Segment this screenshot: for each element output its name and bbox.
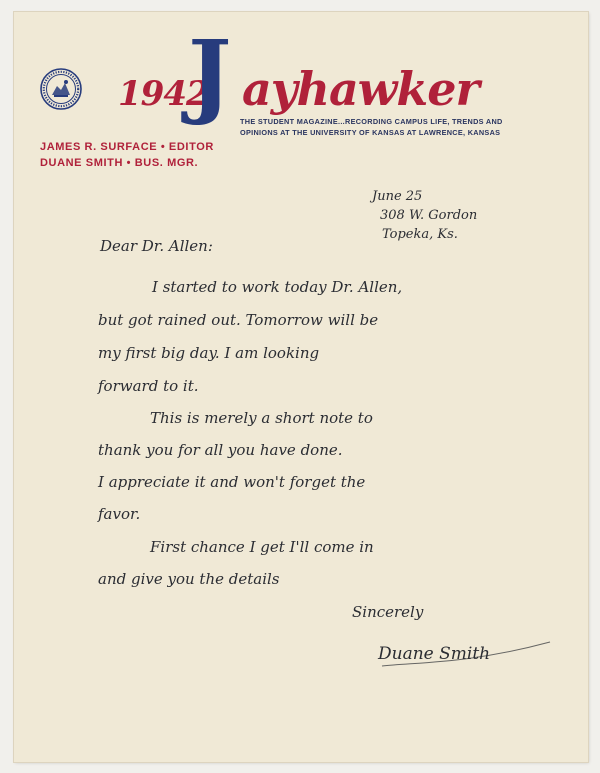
tagline xyxy=(240,116,570,138)
address-line: 308 W. Gordon xyxy=(380,208,478,223)
tagline-line: THE STUDENT MAGAZINE...RECORDING CAMPUS LIFE, TRENDS AND xyxy=(240,117,503,126)
tagline-line: OPINIONS AT THE UNIVERSITY OF KANSAS AT LAWRENCE, KANSAS xyxy=(240,128,501,137)
body-line: and give you the details xyxy=(98,570,280,588)
logo-year: 1942 xyxy=(118,74,209,114)
body-line: favor. xyxy=(98,505,141,523)
logo-title: ayhawker xyxy=(242,62,479,116)
body-line: forward to it. xyxy=(98,377,199,395)
staff-list xyxy=(40,139,214,171)
body-line: thank you for all you have done. xyxy=(98,441,343,459)
logo-initial: J xyxy=(188,20,232,128)
closing: Sincerely xyxy=(352,603,424,621)
body-line: I appreciate it and won't forget the xyxy=(98,473,366,491)
address-line: Topeka, Ks. xyxy=(382,227,458,242)
salutation: Dear Dr. Allen: xyxy=(100,237,213,255)
magazine-logo xyxy=(118,20,479,128)
signature xyxy=(378,640,558,676)
staff-business-manager: DUANE SMITH • BUS. MGR. xyxy=(40,157,199,169)
staff-editor: JAMES R. SURFACE • EDITOR xyxy=(40,141,214,153)
body-line: but got rained out. Tomorrow will be xyxy=(98,311,379,329)
date-line: June 25 xyxy=(372,189,423,204)
body-line: my first big day. I am looking xyxy=(98,344,320,362)
body-line: First chance I get I'll come in xyxy=(150,538,374,556)
university-seal-icon xyxy=(40,68,82,110)
body-line: This is merely a short note to xyxy=(150,409,373,427)
signature-name: Duane Smith xyxy=(378,644,491,664)
body-line: I started to work today Dr. Allen, xyxy=(152,278,403,296)
